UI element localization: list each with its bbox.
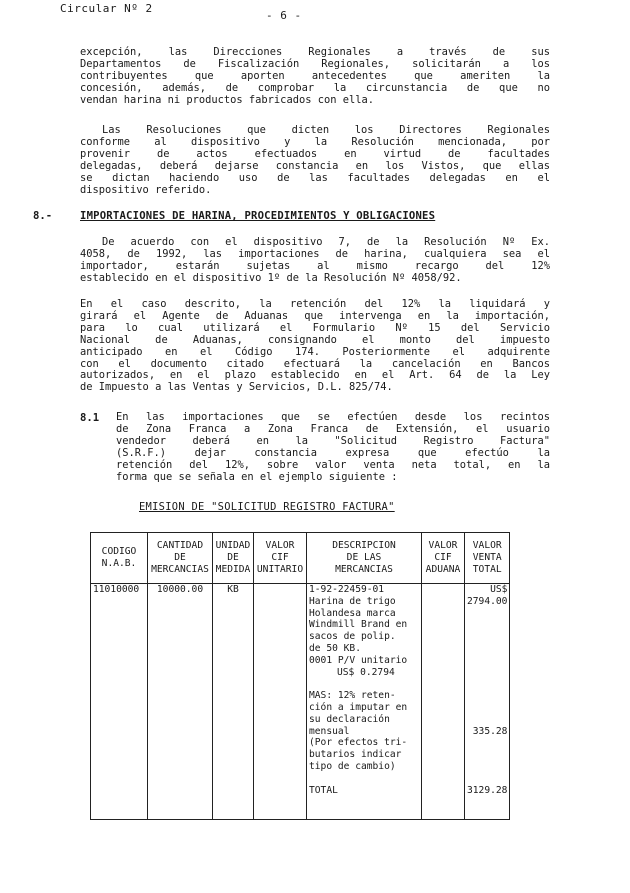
cell-valor-cif-unitario — [254, 584, 307, 820]
section-8-1-number: 8.1 — [80, 412, 100, 424]
header-cantidad: CANTIDAD DE MERCANCIAS — [148, 533, 213, 584]
total-value: 3129.28 — [467, 784, 508, 796]
cell-codigo: 11010000 — [91, 584, 148, 820]
paragraph-resoluciones: Las Resoluciones que dicten los Directores Regionales conforme al dispositivo y la Resolución mencionada, por provenir de actos efectuados en virtud de facultades delegadas, deberá dejarse constancia en los Vistos, que ellas se dictan haciendo uso de las facultades delegadas en el dispositivo referido. — [80, 124, 550, 196]
cell-cantidad: 10000.00 — [148, 584, 213, 820]
table-header-row — [91, 533, 510, 584]
retencion-value: 335.28 — [472, 725, 508, 737]
circular-number: Circular Nº 2 — [60, 2, 153, 15]
header-valor-cif-unitario: VALOR CIF UNITARIO — [254, 533, 307, 584]
table-title: EMISION DE "SOLICITUD REGISTRO FACTURA" — [139, 501, 395, 513]
table-row — [91, 584, 510, 820]
currency-label: US$ — [490, 584, 508, 595]
paragraph-section-8-1: En las importaciones que se efectúen desde los recintos de Zona Franca a Zona Franca de Extensión, el usuario vendedor deberá en la "Solicitud Registro Factura" (S.R.F.) dejar constancia expresa que efectúo la retención del 12%, sobre valor venta neta total, en la forma que se señala en el ejemplo siguiente : — [116, 411, 550, 483]
paragraph-exception: excepción, las Direcciones Regionales a través de sus Departamentos de Fiscalización Regionales, solicitarán a los contribuyentes que aporten antecedentes que ameriten la concesión, además, de comprobar la circunstancia de que no vendan harina ni productos fabricados con ella. — [80, 46, 550, 106]
paragraph-de-acuerdo: De acuerdo con el dispositivo 7, de la Resolución Nº Ex. 4058, de 1992, las importaciones de harina, cualquiera sea el importador, estarán sujetas al mismo recargo del 12% establecido en el dispositivo 1º de la Resolución Nº 4058/92. — [80, 236, 550, 284]
srf-table — [90, 532, 510, 820]
cell-valor-cif-aduana — [422, 584, 465, 820]
header-valor-cif-aduana: VALOR CIF ADUANA — [422, 533, 465, 584]
cell-valor-venta-total — [465, 584, 510, 820]
header-unidad: UNIDAD DE MEDIDA — [213, 533, 254, 584]
section-8-number: 8.- — [33, 210, 53, 222]
header-codigo: CODIGO N.A.B. — [91, 533, 148, 584]
header-descripcion: DESCRIPCION DE LAS MERCANCIAS — [307, 533, 422, 584]
cell-descripcion: 1-92-22459-01 Harina de trigo Holandesa marca Windmill Brand en sacos de polip. de 50 KB. 0001 P/V unitario US$ 0.2794 MAS: 12% reten- ción a imputar en su declaración mensual (Por efectos tri- butarios indicar tipo de cambio) TOTAL — [307, 584, 422, 820]
page-number: - 6 - — [266, 9, 302, 22]
paragraph-caso-descrito: En el caso descrito, la retención del 12% la liquidará y girará el Agente de Aduanas que intervenga en la importación, para lo cual utilizará el Formulario Nº 15 del Servicio Nacional de Aduanas, consignando el monto del impuesto anticipado en el Código 174. Posteriormente el adquirente con el documento citado efectuará la cancelación en Bancos autorizados, en el plazo establecido en el Art. 64 de la Ley de Impuesto a las Ventas y Servicios, D.L. 825/74. — [80, 298, 550, 394]
cell-unidad: KB — [213, 584, 254, 820]
header-valor-venta-total: VALOR VENTA TOTAL — [465, 533, 510, 584]
section-8-title: IMPORTACIONES DE HARINA, PROCEDIMIENTOS Y OBLIGACIONES — [80, 210, 436, 222]
neto-value: 2794.00 — [467, 595, 508, 607]
